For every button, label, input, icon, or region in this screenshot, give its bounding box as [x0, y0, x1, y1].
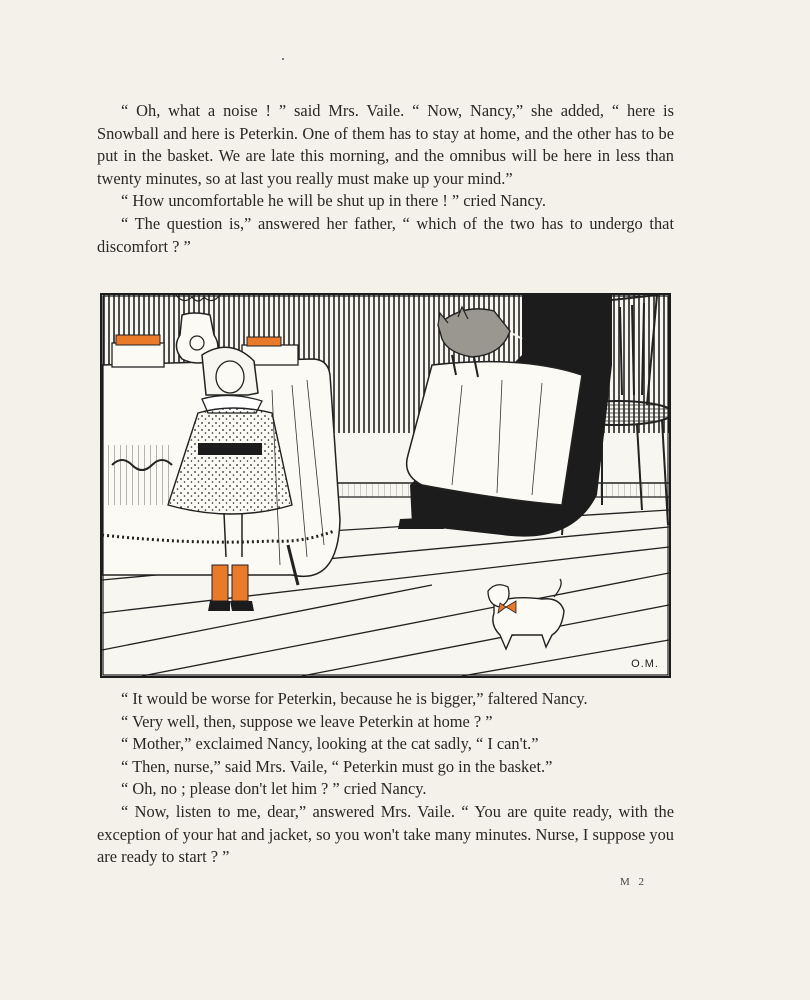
paragraph: “ Then, nurse,” said Mrs. Vaile, “ Peterkin must go in the basket.”	[121, 756, 553, 776]
paragraph: “ It would be worse for Peterkin, because he is bigger,” faltered Nancy.	[121, 689, 588, 708]
paragraph: “ Now, listen to me, dear,” answered Mrs. Vaile. “ You are quite ready, with the exception of your hat and jacket, so you won't take many minutes. Nurse, I suppose you are ready to start ? ”	[97, 801, 674, 867]
text-block-bottom	[97, 688, 674, 869]
signature-mark: M 2	[620, 876, 648, 888]
dog-snowball	[488, 579, 564, 649]
illustration	[100, 293, 671, 678]
paragraph: “ How uncomfortable he will be shut up in there ! ” cried Nancy.	[121, 191, 546, 211]
paragraph: “ The question is,” answered her father, “ which of the two has to undergo that discomfort ? ”	[97, 213, 674, 256]
illustration-drawing	[102, 295, 669, 676]
page-speck	[282, 58, 284, 60]
paragraph: “ Oh, what a noise ! ” said Mrs. Vaile. “ Now, Nancy,” she added, “ here is Snowball and here is Peterkin. One of them has to stay at home, and the other has to be put in the basket. We are late this morning, and the omnibus will be here in less than twenty minutes, so at last you really must make up your mind.”	[97, 101, 674, 188]
paragraph: “ Oh, no ; please don't let him ? ” cried Nancy.	[121, 779, 427, 799]
paragraph: “ Very well, then, suppose we leave Peterkin at home ? ”	[121, 711, 493, 731]
paragraph: “ Mother,” exclaimed Nancy, looking at the cat sadly, “ I can't.”	[121, 734, 539, 754]
artist-signature: O.M.	[631, 658, 659, 670]
text-block-top	[97, 100, 674, 258]
